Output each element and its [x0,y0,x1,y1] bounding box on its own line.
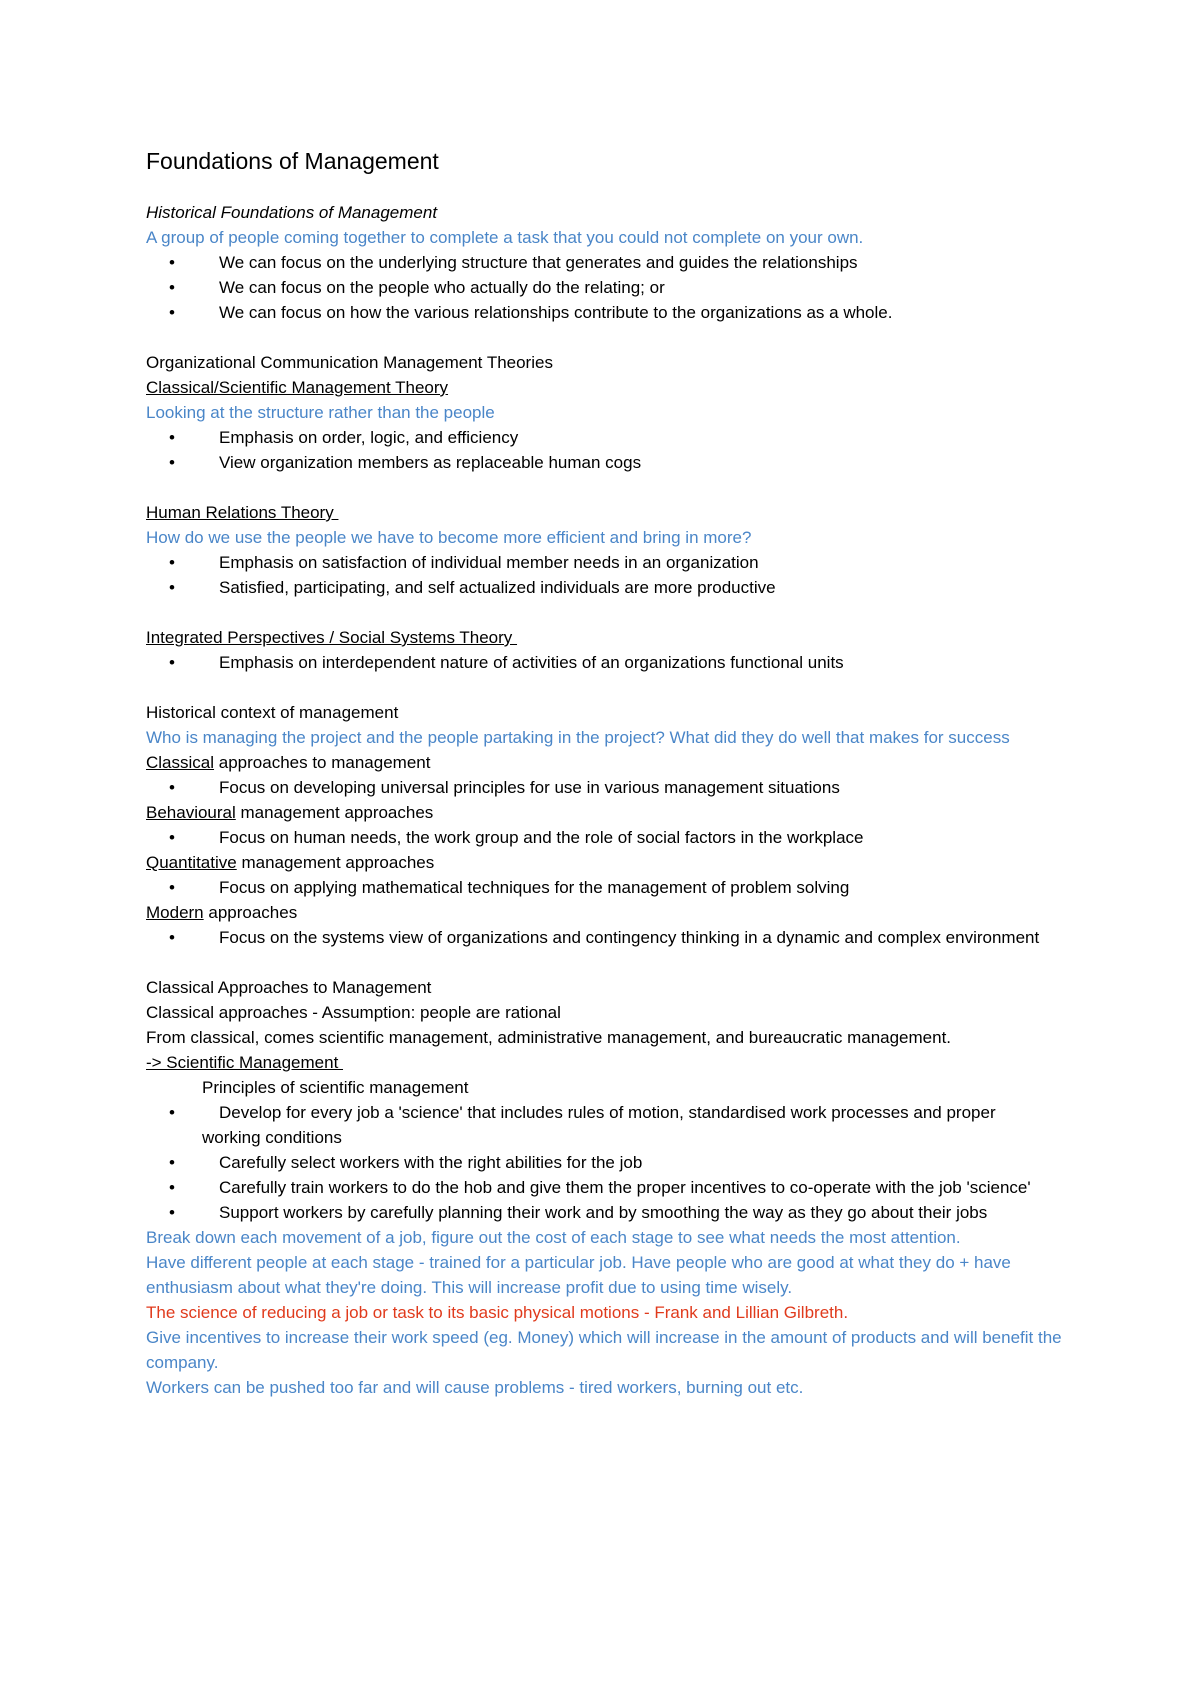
bullet-icon: • [169,278,175,297]
stages-note: Have different people at each stage - trained for a particular job. Have people who are good at what they do + have enthusiasm about what they're doing. This will increase profit due to using time wisely. [146,1253,1011,1297]
approach-heading: Behavioural management approaches [146,803,434,822]
principles-heading: Principles of scientific management [202,1078,469,1097]
bullet-icon: • [169,828,175,847]
bullet-icon: • [169,1203,175,1222]
break-down-note: Break down each movement of a job, figure out the cost of each stage to see what needs the most attention. [146,1228,961,1247]
group-definition-note: A group of people coming together to complete a task that you could not complete on your own. [146,228,864,247]
list-item: • We can focus on how the various relationships contribute to the organizations as a whole. [146,300,1086,325]
bullet-icon: • [169,553,175,572]
bullet-icon: • [169,878,175,897]
bullet-icon: • [169,253,175,272]
incentives-note: Give incentives to increase their work speed (eg. Money) which will increase in the amount of products and will benefit the company. [146,1328,1062,1372]
list-item: • Focus on developing universal principles for use in various management situations [146,775,1086,800]
integrated-perspectives-heading: Integrated Perspectives / Social Systems Theory [146,628,518,647]
document-title: Foundations of Management [146,148,439,174]
org-communication-heading: Organizational Communication Management Theories [146,353,553,372]
list-item: • Emphasis on interdependent nature of activities of an organizations functional units [146,650,1086,675]
list-item: • We can focus on the people who actually do the relating; or [146,275,1086,300]
scientific-management-heading: -> Scientific Management [146,1053,344,1072]
list-item: • Focus on human needs, the work group and the role of social factors in the workplace [146,825,1086,850]
classical-approaches-heading: Classical Approaches to Management [146,978,432,997]
approach-heading: Classical approaches to management [146,753,431,772]
classical-scientific-theory-heading: Classical/Scientific Management Theory [146,378,449,397]
approach-heading: Quantitative management approaches [146,853,435,872]
list-item: • Satisfied, participating, and self actualized individuals are more productive [146,575,1086,600]
structure-note: Looking at the structure rather than the people [146,403,495,422]
approach-heading: Modern approaches [146,903,298,922]
bullet-icon: • [169,928,175,947]
efficiency-question-note: How do we use the people we have to become more efficient and bring in more? [146,528,752,547]
bullet-icon: • [169,303,175,322]
list-item: • Carefully train workers to do the hob and give them the proper incentives to co-operate with the job 'science' [146,1175,1086,1200]
list-item: • Emphasis on satisfaction of individual member needs in an organization [146,550,1086,575]
historical-context-heading: Historical context of management [146,703,399,722]
gilbreth-note: The science of reducing a job or task to its basic physical motions - Frank and Lillian Gilbreth. [146,1303,849,1322]
list-item: • Focus on applying mathematical techniques for the management of problem solving [146,875,1086,900]
bullet-icon: • [169,653,175,672]
bullet-icon: • [169,1178,175,1197]
bullet-icon: • [169,1153,175,1172]
project-managing-note: Who is managing the project and the people partaking in the project? What did they do well that makes for success [146,728,1010,747]
list-item: • Support workers by carefully planning their work and by smoothing the way as they go about their jobs [146,1200,1086,1225]
classical-origins-text: From classical, comes scientific management, administrative management, and bureaucratic management. [146,1028,952,1047]
human-relations-heading: Human Relations Theory [146,503,339,522]
list-item: • Emphasis on order, logic, and efficiency [146,425,1086,450]
burnout-note: Workers can be pushed too far and will cause problems - tired workers, burning out etc. [146,1378,804,1397]
document-page [146,144,1086,1400]
historical-foundations-heading: Historical Foundations of Management [146,203,438,222]
bullet-icon: • [169,578,175,597]
bullet-icon: • [169,778,175,797]
list-item: • View organization members as replaceable human cogs [146,450,1086,475]
list-item: • Develop for every job a 'science' that includes rules of motion, standardised work processes and proper working conditions [146,1100,1086,1150]
list-item: • Focus on the systems view of organizations and contingency thinking in a dynamic and complex environment [146,925,1086,950]
bullet-icon: • [169,428,175,447]
rational-assumption-text: Classical approaches - Assumption: people are rational [146,1003,561,1022]
bullet-icon: • [169,453,175,472]
list-item: • Carefully select workers with the right abilities for the job [146,1150,1086,1175]
list-item: • We can focus on the underlying structure that generates and guides the relationships [146,250,1086,275]
bullet-icon: • [169,1103,175,1122]
